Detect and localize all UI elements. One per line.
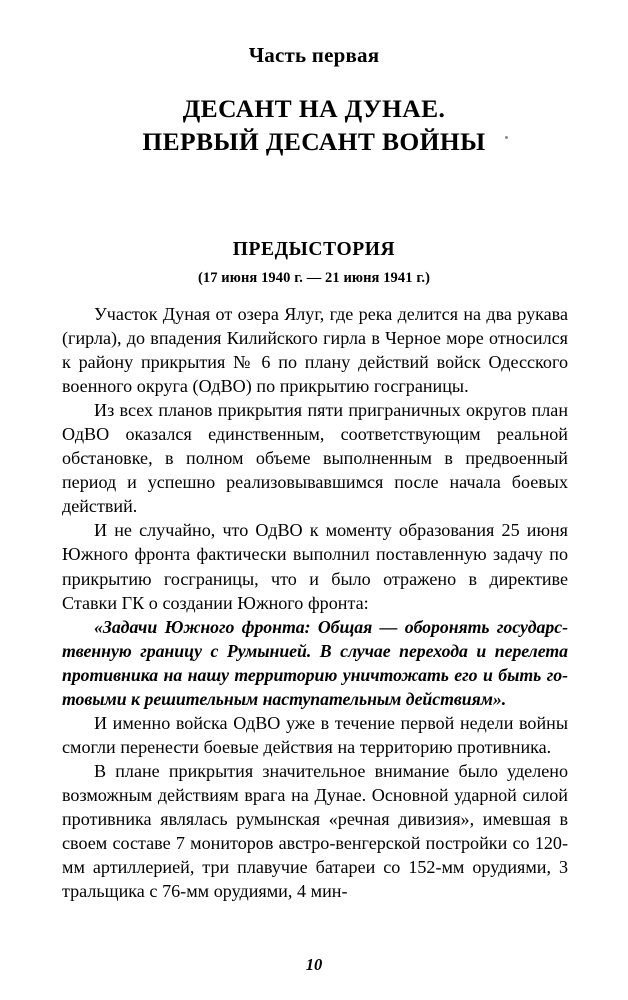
- page-title: [0, 92, 628, 158]
- paragraph: Участок Дуная от озера Ялуг, где река делится на два рукава (гирла), до впадения Килийского гирла в Черное море относился к району прикрытия № 6 по плану действий войск Одесского военного округа (ОдВО) по прикрытию госграницы.: [62, 304, 568, 397]
- body-text: [62, 302, 568, 903]
- section-date-range: (17 июня 1940 г. — 21 июня 1941 г.): [197, 270, 431, 286]
- blockquote-directive: «Задачи Южного фронта: Общая — оборонять государственную границу с Румынией. В случае перехода и перелета противника на нашу территорию уничтожать его и быть готовыми к решительным наступательным действиям».: [62, 616, 568, 709]
- paragraph: И не случайно, что ОдВО к моменту образования 25 июня Южного фронта фактически выполнил поставленную задачу по прикрытию госграницы, что и было отражено в директиве Ставки ГК о создании Южного фронта:: [62, 520, 568, 613]
- paragraph: И именно войска ОдВО уже в течение первой недели войны смогли перенести боевые действия на территорию противника.: [62, 712, 568, 757]
- scan-speck-artifact: [505, 136, 508, 139]
- paragraph: Из всех планов прикрытия пяти приграничных округов план ОдВО оказался единственным, соответствующим реальной обстановке, в полном объеме выполненным в предвоенный период и успешно реализовывавшимся после начала боевых действий.: [62, 400, 568, 517]
- part-label: Часть первая: [248, 43, 380, 67]
- section-title: ПРЕДЫСТОРИЯ: [232, 239, 396, 260]
- page-title-line-1: ДЕСАНТ НА ДУНАЕ.: [182, 94, 446, 123]
- paragraph: В плане прикрытия значительное внимание было уделено возможным действиям врага на Дунае. Основной ударной силой противника являлась румынская «речная дивизия», имевшая в своем составе 7 мониторов австро-венгерской постройки со 120-мм артиллерией, три плавучие батареи со 152-мм орудиями, 3 тральщика с 76-мм орудиями, 4 мин-: [62, 760, 568, 902]
- page-number: 10: [305, 955, 323, 974]
- page-title-line-2: ПЕРВЫЙ ДЕСАНТ ВОЙНЫ: [142, 127, 486, 156]
